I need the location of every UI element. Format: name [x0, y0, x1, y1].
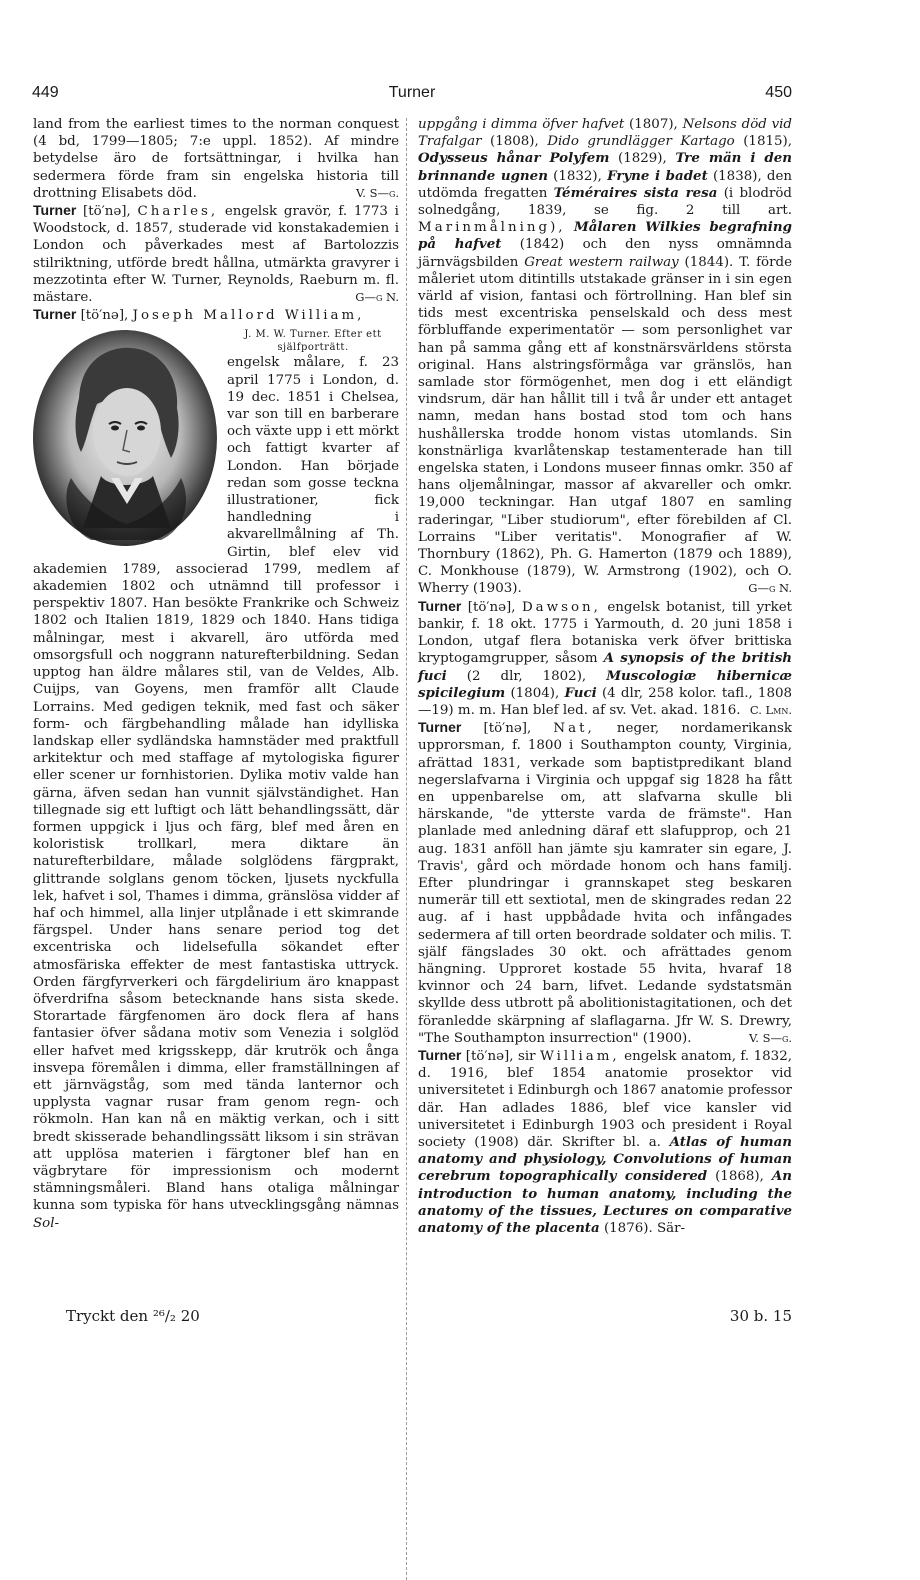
entry-name: William, — [540, 1048, 620, 1064]
signature: V. S—g. — [355, 185, 399, 200]
entry-name: Charles, — [137, 204, 219, 220]
portrait-image — [31, 328, 219, 548]
entry-name: Nat, — [553, 721, 595, 737]
right-column — [418, 116, 792, 1237]
entry-name: Dawson, — [521, 599, 601, 615]
signature: G—g N. — [748, 581, 792, 596]
entry-name: Joseph Mallord William, — [132, 308, 365, 324]
entry-turner-charles: Turner [tö′nə], Charles, engelsk gravör, f. 1773 i Woodstock, d. 1857, studerade vid konstakademien i London och påverkades mest af Bartolozzis stilriktning, utförde bredt hållna, utmärkta gravyrer i mezzotinta efter W. Turner, Reynolds, Raeburn m. fl. mästare. G—g N. — [33, 202, 399, 306]
print-date: Tryckt den ²⁶/₂ 20 — [66, 1307, 200, 1325]
portrait-figure — [31, 328, 219, 548]
entry-continuation: land from the earliest times to the norman conquest (4 bd, 1799—1805; 7:e uppl. 1852). Af mindre betydelse äro de fortsättningar, i hvilka han sedermera förde fram sin engelska historia till drottning Elisabets död. V. S—g. — [33, 117, 399, 201]
entry-turner-jmw: Turner [tö′nə], Joseph Mallord William, — [33, 306, 399, 324]
left-column: land from the earliest times to the norman conquest (4 bd, 1799—1805; 7:e uppl. 1852). Af mindre betydelse äro de fortsättningar, i hvilka han sedermera förde fram sin engelska historia till drottning Elisabets död. V. S—g. Turner [tö′nə], Charles, engelsk gravör, f. 1773 i Woodstock, d. 1857, studerade vid konstakademien i London och påverkades mest af Bartolozzis stilriktning, utförde bredt hållna, utmärkta gravyrer i mezzotinta efter W. Turner, Reynolds, Raeburn m. fl. mästare. G—g N. Turner [tö′nə], Joseph Mallord William, J. M. W. Turner. Efter ett själfporträtt. engelsk målare, f. 23 april 1775 i London, d. 19 dec. 1851 i Chelsea, var son till en barberare och växte upp i ett mörkt och fattigt kvarter af London. Han började redan som gosse teckna illustrationer, fick handledning i akvarellmålning af Th. Girtin, blef elev vid akademien 1789, associerad 1799, medlem af akademien 1802 och utnämnd till professor i perspektiv 1807. Han besökte Frankrike och Schweiz 1802 och Italien 1819, 1829 och 1840. Hans tidiga målningar, mest i akvarell, äro utförda med omsorgsfull och noggrann naturefterbildning. Sedan upptog han äldre målares stil, van de Veldes, Alb. Cuijps, van Goyens, men framför allt Claude Lorrains. Med gedigen teknik, med fast och säker form- och färgbehandling målade han idylliska landskap eller sydländska hamnstäder med praktfull arkitektur och med staffage af mytologiska figurer eller scener ur fornhistorien. Dylika motiv valde han gärna, äfven sedan han vunnit självständighet. Han tillegnade sig ett luftigt och lätt behandlingssätt, där formen uppgick i ljus och färg, blef med åren en koloristisk trollkarl, mera diktare än naturefterbildare, målade solglödens färgprakt, glittrande solglans genom töcken, ljusets nyckfulla lek, hafvet i sol, Thames i dimma, gränslösa vidder af haf och himmel, alla linjer utplånade i ett skimrande färgspel. Under hans senare period tog det excentriska och lidelsefulla sökandet efter atmosfäriska effekter de mest fantastiska uttryck. Orden färgfyrverkeri och färgdelirium äro knappast öfverdrifna såsom betecknande hans sista skede. Storartade färgfenomen äro dock flera af hans fantasier öfver sådana motiv som Venezia i solglöd eller hafvet med krigsskepp, där krutrök och ånga insvepa föremålen i dimma, eller framställningen af ett järnvägståg, som med tända lanternor och upplysta vagnar rusar fram genom regn- och rökmoln. Han kan nå en mäktig verkan, och i sitt bredt skisserade behandlingssätt liksom i sin strävan att upplösa materien i färgtoner blef han en vägbrytare för impressionism och modernt stämningsmåleri. Bland hans otaliga målningar kunna som typiska för hans utvecklingsgång nämnas Sol- — [33, 117, 399, 1231]
running-title: Turner — [388, 84, 436, 101]
entry-turner-dawson: Turner [tö′nə], Dawson, engelsk botanist, till yrket bankir, f. 18 okt. 1775 i Yarmouth, d. 20 juni 1858 i London, utgaf flera botaniska verk öfver brittiska kryptogamgrupper, såsom A synopsis of the british fuci (2 dlr, 1802), Muscologiæ hibernicæ spicilegium (1804), Fuci (4 dlr, 258 kolor. tafl., 1808—19) m. m. Han blef led. af sv. Vet. akad. 1816. C. Lmn. — [418, 597, 793, 718]
column-divider — [406, 118, 408, 1580]
signature-mark: 30 b. 15 — [729, 1307, 792, 1325]
page-number-right: 450 — [765, 84, 792, 101]
headword: Turner — [418, 597, 462, 614]
headword: Turner — [418, 719, 462, 736]
entry-continuation: uppgång i dimma öfver hafvet (1807), Nelsons död vid Trafalgar (1808), Dido grundlägger Kartago (1815), Odysseus hånar Polyfem (1829), Tre män i den brinnande ugnen (1832), Fryne i badet (1838), den utdömda fregatten Téméraires sista resa (i blodröd solnedgång, 1839, se fig. 2 till art. Marinmålning), Målaren Wilkies begrafning på hafvet (1842) och den nyss omnämnda järnvägsbilden Great western railway (1844). T. förde måleriet utom ditintills utstakade gränser in i sin egen värld af vision, fantasi och förtrollning. Han blef sin tids mest excentriska penselskald och dess mest förbluffande experimentatör — som personlighet var han på samma gång ett af konstnärsvärldens största original. Hans alstringsförmåga var gränslös, han samlade stor förmögenhet, men dog i ett eländigt vindsrum, där han hållit till i två år under ett antaget namn, medan hans bostad stod tom och hans hushållerska trodde honom vistas utomlands. Sin konstnärliga kvarlåtenskap testamenterade han till engelska staten, i Londons museer finnas omkr. 350 af hans oljemålningar, massor af akvareller och omkr. 19,000 teckningar. Han utgaf 1807 en samling raderingar, "Liber studiorum", efter förebilden af Cl. Lorrains "Liber veritatis". Monografier af W. Thornbury (1862), Ph. G. Hamerton (1879 och 1889), C. Monkhouse (1879), W. Armstrong (1902), och O. Wherry (1903). G—g N. — [418, 117, 793, 597]
headword: Turner — [418, 1046, 462, 1063]
entry-turner-nat: Turner [tö′nə], Nat, neger, nordamerikansk upprorsman, f. 1800 i Southampton county, Virginia, afrättad 1831, verkade som baptistpredikant bland negerslafvarna i Virginia och uppgaf sig 1828 ha fått en uppenbarelse om, att slafvarna skulle bli härskande, "de ytterste varda de främste". Han planlade med anledning däraf ett slafupprор, och 21 aug. 1831 anföll han jämte sju kamrater sin egare, J. Travis', gård och mördade honom och hans familj. Efter plundringar i grannskapet steg beskaren numerär till ett sextiotal, men de skingrades redan 22 aug. af i hast uppbådade hvita och infångades sedermera af till orten beordrade soldater och milis. T. själf fängslades 30 okt. och afrättades genom hängning. Upproret kostade 55 hvita, hvaraf 18 kvinnor och 24 barn, lifvet. Ledande sydstatsmän skyllde dess utbrott på abolitionistagitationen, och det föranledde skärpning af slaflagarna. Jfr W. S. Drewry, "The Southampton insurrection" (1900). V. S—g. — [418, 719, 792, 1046]
page-header — [32, 84, 792, 106]
headword: Turner — [33, 202, 77, 219]
portrait-caption: J. M. W. Turner. Efter ett själfporträtt. — [244, 329, 382, 354]
signature: V. S—g. — [748, 1030, 792, 1045]
page-number-left: 449 — [32, 84, 59, 101]
signature: G—g N. — [355, 290, 399, 305]
entry-turner-william: Turner [tö′nə], sir William, engelsk anatom, f. 1832, d. 1916, blef 1854 anatomie prosektor vid universitetet i Edinburgh och 1867 anatomie professor där. Han adlades 1886, blef vice kansler vid universitetet i Edinburgh 1903 och president i Royal society (1908) där. Skrifter bl. a. Atlas of human anatomy and physiology, Convolutions of human cerebrum topographically considered (1868), An introduction to human anatomy, including the anatomy of the tissues, Lectures on comparative anatomy of the placenta (1876). Sär- — [418, 1046, 792, 1236]
headword: Turner — [33, 306, 77, 323]
signature: C. Lmn. — [749, 702, 792, 717]
